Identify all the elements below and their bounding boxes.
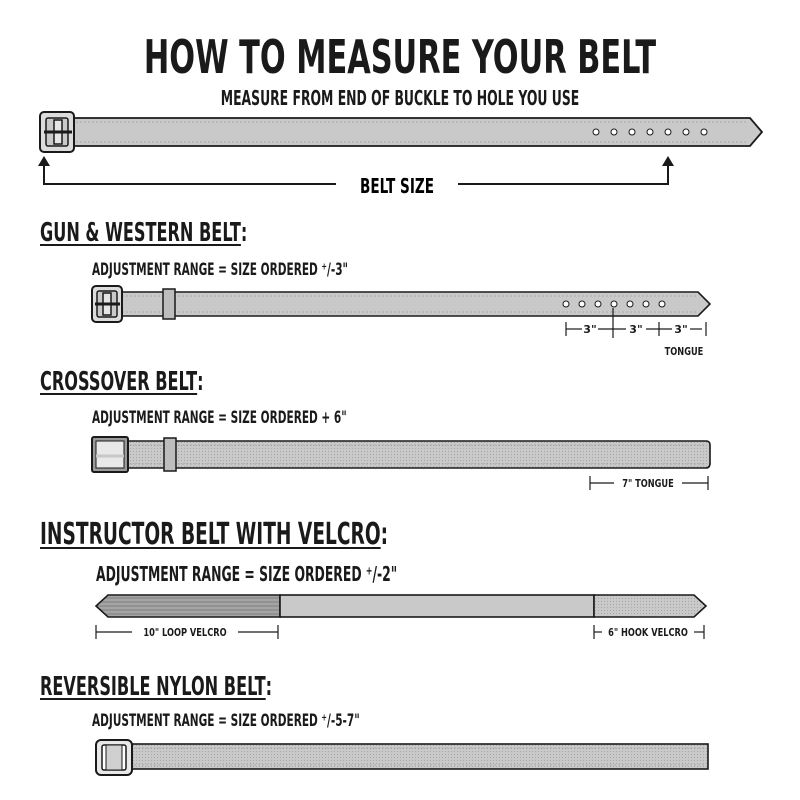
section-title-colon: : xyxy=(240,218,248,248)
gun-western-belt xyxy=(92,286,710,358)
section-title-text: CROSSOVER BELT xyxy=(40,367,198,397)
dimension-label: 3" xyxy=(583,323,597,336)
belt-keeper xyxy=(164,438,176,471)
buckle-icon xyxy=(96,740,132,775)
belt-size-label: BELT SIZE xyxy=(359,175,435,199)
reversible-nylon-belt xyxy=(96,740,708,775)
belt-keeper xyxy=(163,289,175,319)
buckle-icon xyxy=(92,437,128,472)
main-belt xyxy=(38,112,762,199)
crossover-belt xyxy=(92,437,710,490)
tongue-label: 7" TONGUE xyxy=(622,477,674,491)
buckle-icon xyxy=(92,286,122,322)
loop-velcro-label: 10" LOOP VELCRO xyxy=(143,626,227,640)
adjustment-range-gun-western: ADJUSTMENT RANGE = SIZE ORDERED ⁺/-3" xyxy=(92,260,349,280)
instructor-belt xyxy=(96,595,706,639)
adjustment-range-reversible: ADJUSTMENT RANGE = SIZE ORDERED ⁺/-5-7" xyxy=(92,711,360,731)
hook-velcro-section xyxy=(594,595,706,617)
section-title-colon: : xyxy=(197,367,204,397)
belt-strap xyxy=(100,292,710,316)
section-title-text: GUN & WESTERN BELT xyxy=(40,218,241,248)
dimension-label: 3" xyxy=(629,323,643,336)
arrowhead-right xyxy=(662,156,674,166)
section-title-text: INSTRUCTOR BELT WITH VELCRO xyxy=(40,517,381,552)
page-title: HOW TO MEASURE YOUR BELT xyxy=(143,30,657,84)
buckle-icon xyxy=(40,112,74,152)
section-title-colon: : xyxy=(265,672,273,702)
hook-velcro-label: 6" HOOK VELCRO xyxy=(608,626,688,640)
dimension-label: 3" xyxy=(674,323,688,336)
adjustment-range-instructor: ADJUSTMENT RANGE = SIZE ORDERED ⁺/-2" xyxy=(96,562,398,586)
belt-strap xyxy=(280,595,594,617)
arrowhead-left xyxy=(38,156,50,166)
tongue-label: TONGUE xyxy=(664,345,704,359)
section-title-colon: : xyxy=(380,517,389,552)
loop-velcro-section xyxy=(96,595,280,617)
page-subtitle: MEASURE FROM END OF BUCKLE TO HOLE YOU USE xyxy=(220,86,580,110)
adjustment-range-crossover: ADJUSTMENT RANGE = SIZE ORDERED + 6" xyxy=(92,408,347,428)
belt-size-arrow xyxy=(44,160,668,184)
section-title-text: REVERSIBLE NYLON BELT xyxy=(40,672,266,702)
